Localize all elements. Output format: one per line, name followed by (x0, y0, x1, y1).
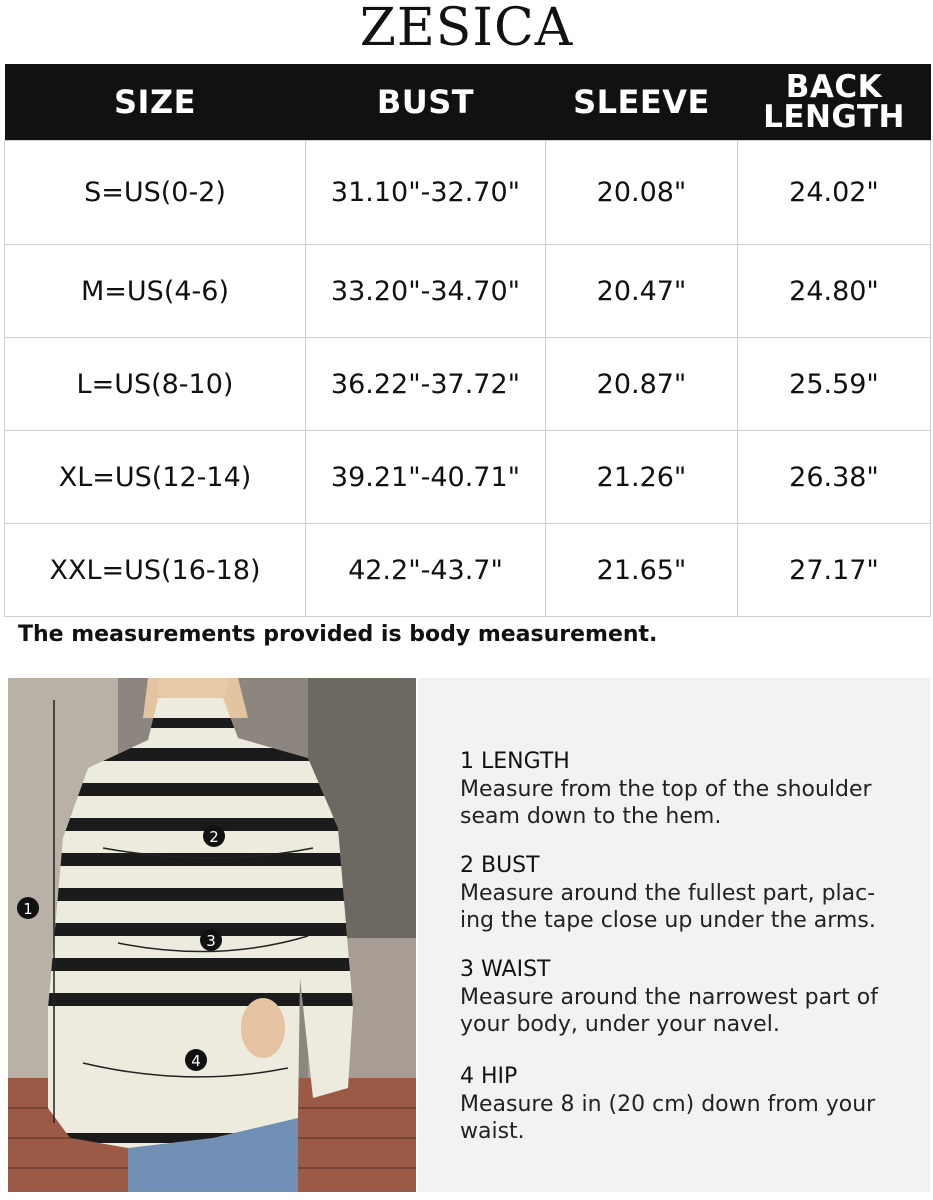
guide-length (460, 748, 872, 830)
cell-back-length: 24.80" (738, 245, 931, 338)
table-row (5, 524, 931, 617)
size-chart-table (4, 64, 931, 617)
guide-text-line: Measure around the fullest part, plac- (460, 881, 876, 906)
header-back-line1: BACK (785, 69, 883, 105)
cell-sleeve: 21.65" (546, 524, 738, 617)
guide-title: 1 LENGTH (460, 749, 570, 774)
marker-2 (203, 825, 225, 847)
cell-back-length: 27.17" (738, 524, 931, 617)
header-size: SIZE (5, 64, 306, 141)
cell-size: M=US(4-6) (5, 245, 306, 338)
cell-bust: 39.21"-40.71" (306, 431, 546, 524)
model-illustration (8, 678, 416, 1192)
table-row (5, 431, 931, 524)
cell-bust: 36.22"-37.72" (306, 338, 546, 431)
table-row (5, 141, 931, 245)
svg-text:3: 3 (206, 932, 216, 950)
guide-text-line: Measure around the narrowest part of (460, 985, 878, 1010)
table-header-row (5, 64, 931, 141)
guide-text-line: seam down to the hem. (460, 804, 722, 829)
model-photo (8, 678, 416, 1192)
cell-back-length: 25.59" (738, 338, 931, 431)
header-back-line2: LENGTH (763, 99, 905, 135)
guide-text-line: Measure from the top of the shoulder (460, 777, 872, 802)
guide-title: 4 HIP (460, 1064, 518, 1089)
table-row (5, 245, 931, 338)
marker-3 (200, 929, 222, 951)
guide-text-line: Measure 8 in (20 cm) down from your (460, 1092, 876, 1117)
guide-text-line: ing the tape close up under the arms. (460, 908, 876, 933)
header-bust: BUST (306, 64, 546, 141)
marker-1 (17, 897, 39, 919)
marker-4 (185, 1049, 207, 1071)
guide-title: 2 BUST (460, 853, 540, 878)
cell-size: XXL=US(16-18) (5, 524, 306, 617)
svg-text:4: 4 (191, 1052, 201, 1070)
cell-size: L=US(8-10) (5, 338, 306, 431)
brand-logo: ZESICA (359, 0, 574, 58)
measurement-note: The measurements provided is body measurement. (18, 622, 658, 647)
guide-bust (460, 852, 876, 934)
cell-back-length: 26.38" (738, 431, 931, 524)
guide-text-line: your body, under your navel. (460, 1012, 780, 1037)
guide-hip (460, 1063, 875, 1145)
cell-size: XL=US(12-14) (5, 431, 306, 524)
cell-bust: 42.2"-43.7" (306, 524, 546, 617)
cell-sleeve: 21.26" (546, 431, 738, 524)
cell-sleeve: 20.47" (546, 245, 738, 338)
cell-bust: 33.20"-34.70" (306, 245, 546, 338)
svg-text:2: 2 (209, 828, 219, 846)
guide-text-line: waist. (460, 1119, 525, 1144)
table-row (5, 338, 931, 431)
cell-size: S=US(0-2) (5, 141, 306, 245)
header-back-length (738, 64, 931, 141)
cell-sleeve: 20.08" (546, 141, 738, 245)
svg-text:1: 1 (23, 900, 33, 918)
guide-waist (460, 956, 878, 1038)
guide-title: 3 WAIST (460, 957, 551, 982)
header-sleeve: SLEEVE (546, 64, 738, 141)
cell-back-length: 24.02" (738, 141, 931, 245)
cell-sleeve: 20.87" (546, 338, 738, 431)
cell-bust: 31.10"-32.70" (306, 141, 546, 245)
